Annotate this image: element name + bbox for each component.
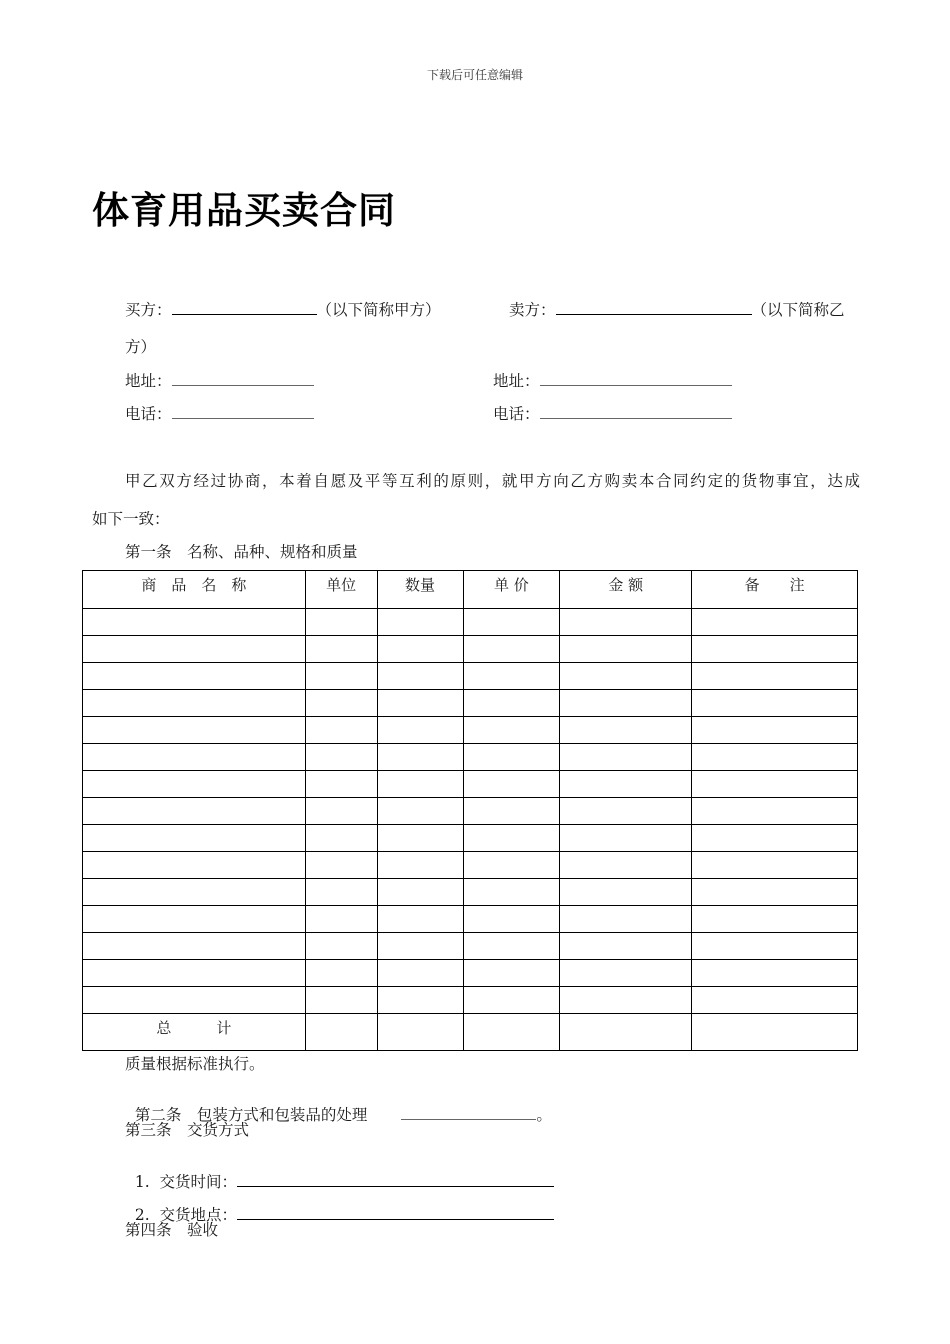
unit-price-cell[interactable] [463,987,560,1014]
total-amount-cell[interactable] [560,1014,692,1051]
quantity-cell[interactable] [377,879,463,906]
amount-cell[interactable] [560,906,692,933]
amount-cell[interactable] [560,609,692,636]
table-row [83,663,858,690]
remarks-cell[interactable] [692,960,858,987]
amount-cell[interactable] [560,717,692,744]
col-header-product-name: 商 品 名 称 [83,571,306,609]
remarks-cell[interactable] [692,798,858,825]
table-row [83,717,858,744]
quantity-cell[interactable] [377,960,463,987]
seller-row [509,298,845,320]
remarks-cell[interactable] [692,933,858,960]
unit-cell[interactable] [305,771,377,798]
product-name-cell[interactable] [83,771,306,798]
quantity-cell[interactable] [377,717,463,744]
unit-cell[interactable] [305,663,377,690]
quantity-cell[interactable] [377,609,463,636]
unit-price-cell[interactable] [463,825,560,852]
total-unit-cell[interactable] [305,1014,377,1051]
amount-cell[interactable] [560,636,692,663]
unit-price-cell[interactable] [463,798,560,825]
table-row [83,852,858,879]
unit-cell[interactable] [305,960,377,987]
unit-cell[interactable] [305,933,377,960]
product-name-cell[interactable] [83,636,306,663]
unit-cell[interactable] [305,825,377,852]
remarks-cell[interactable] [692,717,858,744]
unit-price-cell[interactable] [463,960,560,987]
unit-price-cell[interactable] [463,690,560,717]
table-row [83,933,858,960]
product-name-cell[interactable] [83,798,306,825]
buyer-address-row [125,369,314,391]
quantity-cell[interactable] [377,906,463,933]
unit-cell[interactable] [305,744,377,771]
amount-cell[interactable] [560,825,692,852]
amount-cell[interactable] [560,852,692,879]
total-label: 总 计 [83,1014,306,1051]
unit-cell[interactable] [305,717,377,744]
seller-address-blank[interactable] [540,384,732,386]
total-row [83,1014,858,1051]
intro-line-2: 如下一致： [92,510,170,528]
table-row [83,879,858,906]
amount-cell[interactable] [560,879,692,906]
table-row [83,906,858,933]
buyer-row [125,298,441,320]
table-row [83,798,858,825]
quantity-cell[interactable] [377,825,463,852]
unit-cell[interactable] [305,690,377,717]
amount-cell[interactable] [560,987,692,1014]
col-header-unit: 单位 [305,571,377,609]
product-name-cell[interactable] [83,690,306,717]
goods-table [82,570,858,1051]
remarks-cell[interactable] [692,987,858,1014]
unit-price-cell[interactable] [463,609,560,636]
remarks-cell[interactable] [692,852,858,879]
remarks-cell[interactable] [692,825,858,852]
quantity-cell[interactable] [377,987,463,1014]
amount-cell[interactable] [560,744,692,771]
unit-price-cell[interactable] [463,933,560,960]
amount-cell[interactable] [560,663,692,690]
seller-name-blank[interactable] [556,313,752,315]
seller-suffix-wrap: 方） [125,338,157,356]
quantity-cell[interactable] [377,663,463,690]
remarks-cell[interactable] [692,879,858,906]
table-row [83,825,858,852]
packaging-blank[interactable] [401,1118,536,1120]
amount-cell[interactable] [560,690,692,717]
col-header-remarks: 备 注 [692,571,858,609]
seller-label: 卖方： [509,301,556,319]
goods-table-header [83,571,858,609]
buyer-suffix: （以下简称甲方） [316,301,441,319]
unit-cell[interactable] [305,852,377,879]
total-remarks-cell[interactable] [692,1014,858,1051]
contract-title: 体育用品买卖合同 [92,189,396,232]
col-header-quantity: 数量 [377,571,463,609]
buyer-address-label: 地址： [125,372,172,390]
quantity-cell[interactable] [377,798,463,825]
seller-phone-blank[interactable] [540,417,732,419]
unit-cell[interactable] [305,798,377,825]
unit-price-cell[interactable] [463,717,560,744]
quantity-cell[interactable] [377,636,463,663]
seller-suffix: （以下简称乙 [751,301,845,319]
product-name-cell[interactable] [83,879,306,906]
remarks-cell[interactable] [692,609,858,636]
table-row [83,636,858,663]
delivery-place-blank[interactable] [237,1218,554,1220]
buyer-phone-label: 电话： [125,405,172,423]
total-unit-price-cell[interactable] [463,1014,560,1051]
unit-price-cell[interactable] [463,744,560,771]
quantity-cell[interactable] [377,771,463,798]
table-row [83,744,858,771]
product-name-cell[interactable] [83,987,306,1014]
product-name-cell[interactable] [83,852,306,879]
unit-cell[interactable] [305,609,377,636]
table-row [83,960,858,987]
buyer-phone-row [125,402,314,424]
table-row [83,690,858,717]
table-row [83,987,858,1014]
unit-price-cell[interactable] [463,852,560,879]
unit-cell[interactable] [305,987,377,1014]
article-1-heading: 第一条 名称、品种、规格和质量 [125,543,358,561]
unit-price-cell[interactable] [463,663,560,690]
seller-address-row [493,369,732,391]
buyer-name-blank[interactable] [172,313,317,315]
delivery-place-label: 2. 交货地点： [134,1206,238,1224]
unit-cell[interactable] [305,879,377,906]
product-name-cell[interactable] [83,960,306,987]
article-2-heading: 第二条 包装方式和包装品的处理 [134,1106,368,1124]
seller-address-label: 地址： [493,372,540,390]
buyer-address-blank[interactable] [172,384,314,386]
table-row [83,609,858,636]
amount-cell[interactable] [560,933,692,960]
remarks-cell[interactable] [692,906,858,933]
product-name-cell[interactable] [83,609,306,636]
unit-price-cell[interactable] [463,771,560,798]
remarks-cell[interactable] [692,744,858,771]
product-name-cell[interactable] [83,663,306,690]
intro-line-1: 甲乙双方经过协商，本着自愿及平等互利的原则，就甲方向乙方购卖本合同约定的货物事宜，达成 [125,472,860,490]
table-row [83,771,858,798]
unit-cell[interactable] [305,636,377,663]
unit-price-cell[interactable] [463,636,560,663]
unit-cell[interactable] [305,906,377,933]
quantity-cell[interactable] [377,690,463,717]
remarks-cell[interactable] [692,663,858,690]
product-name-cell[interactable] [83,906,306,933]
buyer-phone-blank[interactable] [172,417,314,419]
remarks-cell[interactable] [692,636,858,663]
product-name-cell[interactable] [83,717,306,744]
article-4-heading: 第四条 验收 [125,1221,219,1239]
product-name-cell[interactable] [83,825,306,852]
unit-price-cell[interactable] [463,906,560,933]
unit-price-cell[interactable] [463,879,560,906]
col-header-amount: 金 额 [560,571,692,609]
quantity-cell[interactable] [377,933,463,960]
article-2-end: 。 [536,1106,552,1124]
seller-phone-label: 电话： [493,405,540,423]
product-name-cell[interactable] [83,933,306,960]
col-header-unit-price: 单 价 [463,571,560,609]
quality-note: 质量根据标准执行。 [125,1055,265,1073]
delivery-time-label: 1. 交货时间： [134,1173,238,1191]
page-header-note: 下载后可任意编辑 [426,68,523,82]
amount-cell[interactable] [560,960,692,987]
buyer-label: 买方： [125,301,172,319]
remarks-cell[interactable] [692,771,858,798]
quantity-cell[interactable] [377,744,463,771]
remarks-cell[interactable] [692,690,858,717]
product-name-cell[interactable] [83,744,306,771]
total-quantity-cell[interactable] [377,1014,463,1051]
quantity-cell[interactable] [377,852,463,879]
seller-phone-row [493,402,732,424]
amount-cell[interactable] [560,771,692,798]
article-3-heading: 第三条 交货方式 [125,1121,250,1139]
amount-cell[interactable] [560,798,692,825]
